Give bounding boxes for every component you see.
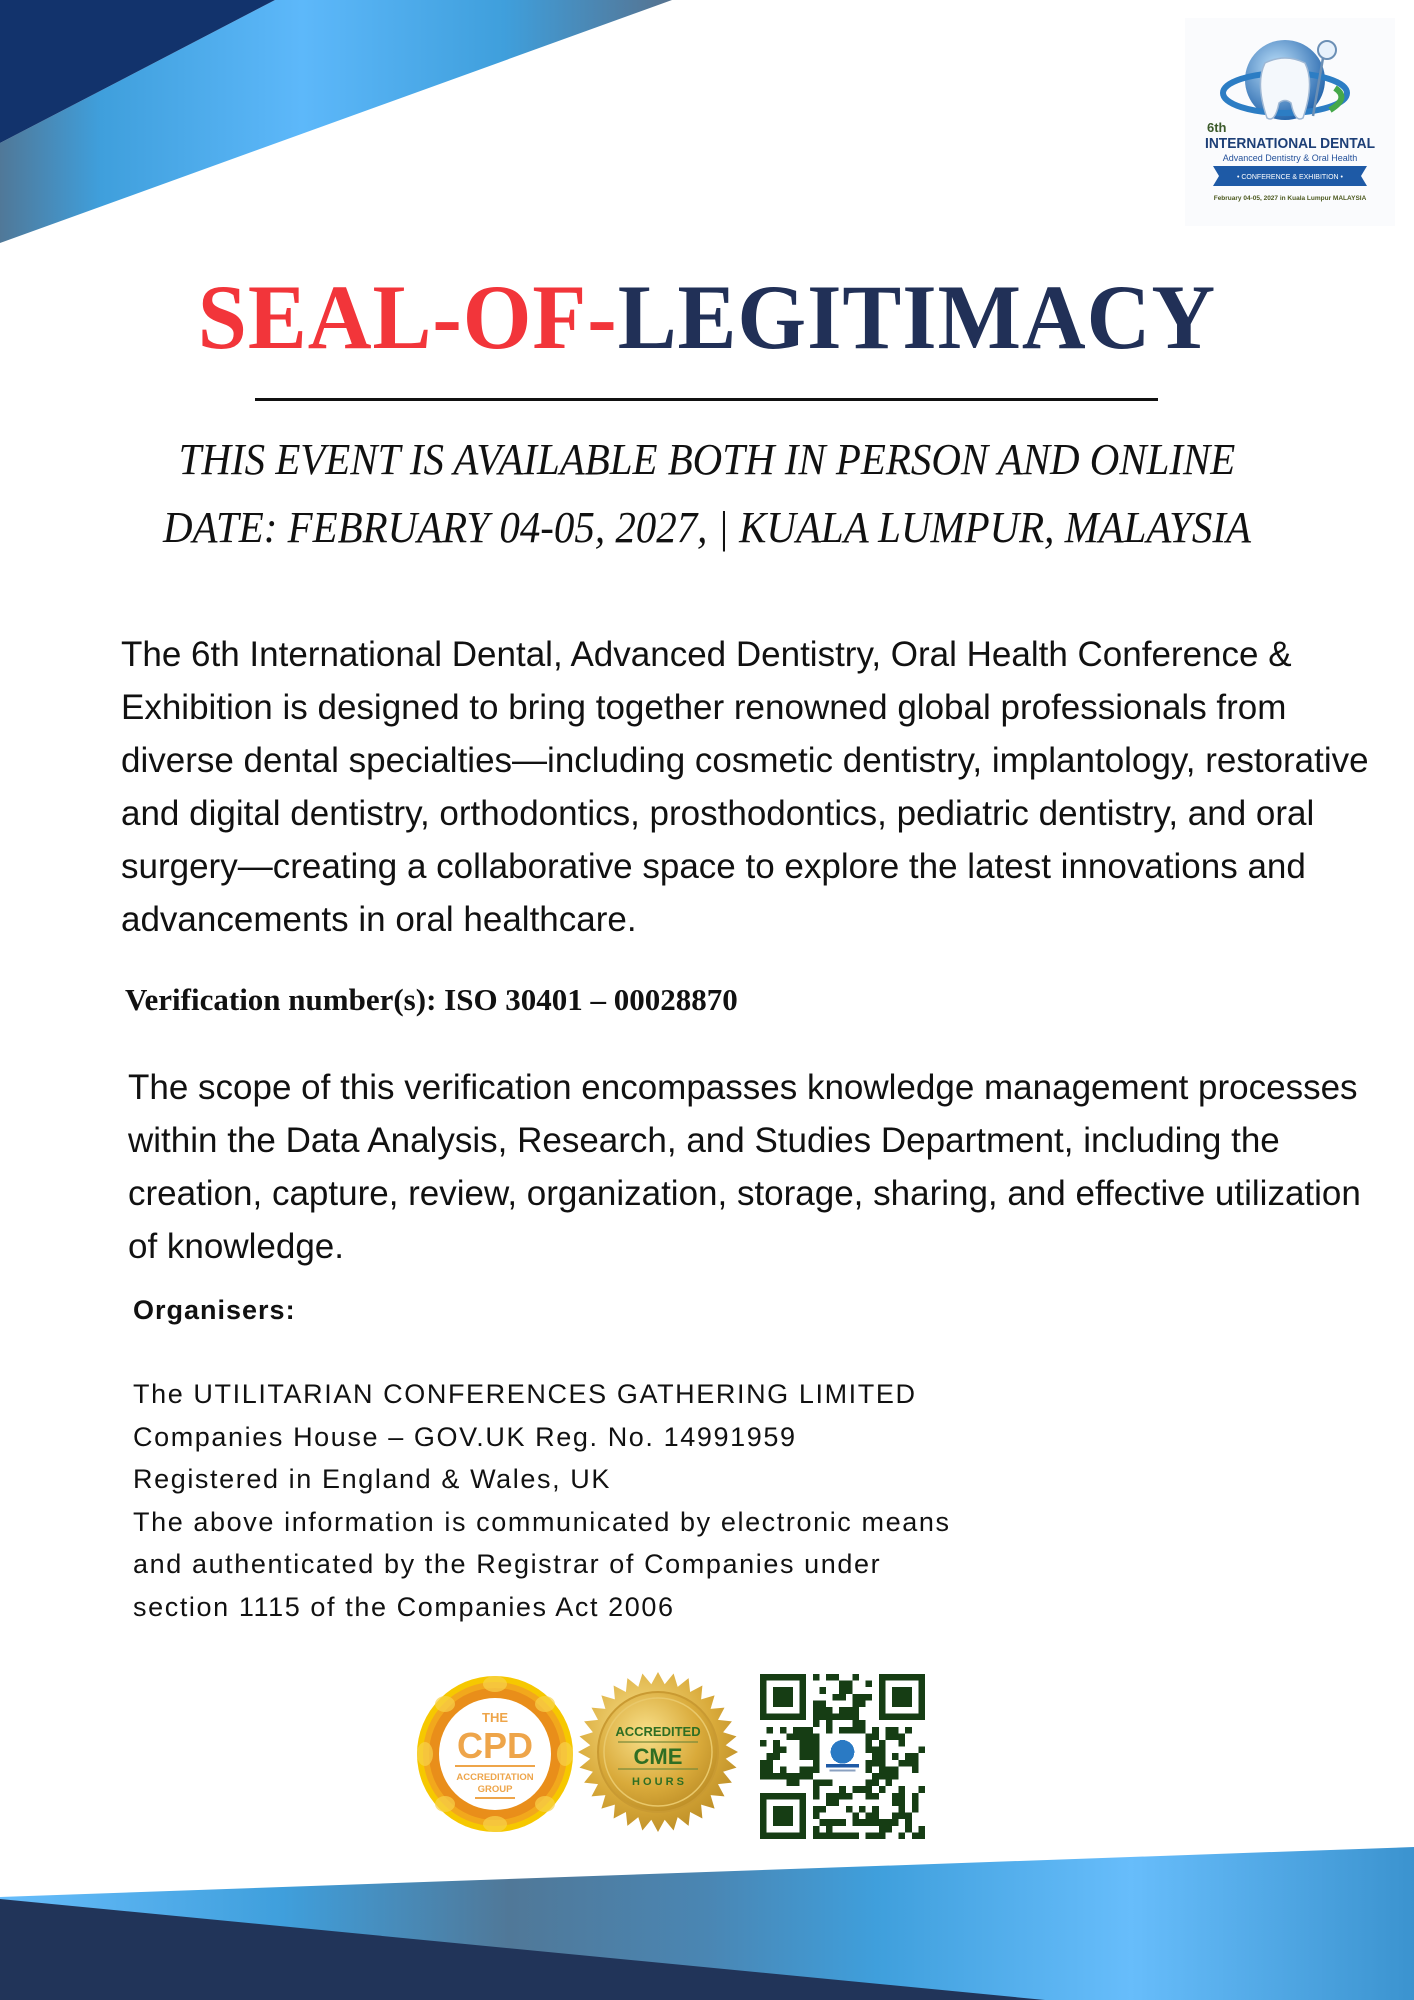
logo-banner: • CONFERENCE & EXHIBITION • xyxy=(1236,174,1344,181)
organisers-details xyxy=(133,1373,951,1628)
organiser-line: section 1115 of the Companies Act 2006 xyxy=(133,1591,675,1622)
subtitle-availability: THIS EVENT IS AVAILABLE BOTH IN PERSON AND ONLINE xyxy=(178,435,1236,484)
title-divider xyxy=(255,398,1158,401)
title-part-navy: LEGITIMACY xyxy=(617,266,1217,368)
cme-line2: CME xyxy=(633,1744,683,1769)
logo-date: February 04-05, 2027 in Kuala Lumpur MALAYSIA xyxy=(1213,195,1367,202)
organiser-line: The UTILITARIAN CONFERENCES GATHERING LIMITED xyxy=(133,1379,917,1409)
cpd-line2: CPD xyxy=(456,1725,534,1766)
cme-line3: H O U R S xyxy=(632,1776,684,1788)
cme-gold-seal-icon xyxy=(578,1668,738,1836)
accreditation-badges xyxy=(415,1668,935,1848)
organiser-line: and authenticated by the Registrar of Companies under xyxy=(133,1549,882,1579)
cme-line1: ACCREDITED xyxy=(615,1724,701,1739)
cpd-seal-icon xyxy=(415,1674,575,1834)
subtitle-date-location: DATE: FEBRUARY 04-05, 2027, | KUALA LUMPUR, MALAYSIA xyxy=(162,503,1252,552)
cpd-line1: THE xyxy=(482,1710,508,1725)
logo-edition: 6th xyxy=(1207,120,1227,135)
conference-logo xyxy=(1185,18,1395,226)
verification-number: Verification number(s): ISO 30401 – 00028870 xyxy=(125,982,738,1017)
organiser-line: Companies House – GOV.UK Reg. No. 14991959 xyxy=(133,1421,797,1452)
title-part-red: SEAL-OF- xyxy=(197,266,618,368)
cpd-line4: GROUP xyxy=(477,1784,513,1795)
event-description: The 6th International Dental, Advanced Dentistry, Oral Health Conference & Exhibition is designed to bring together renowned global professionals from diverse dental specialties—including cosmetic dentistry, implantology, restorative and digital dentistry, orthodontics, prosthodontics, pediatric dentistry, and oral surgery—creating a collaborative space to explore the latest innovations and advancements in oral healthcare. xyxy=(121,635,1369,939)
logo-name: INTERNATIONAL DENTAL xyxy=(1205,135,1375,152)
organisers-heading: Organisers: xyxy=(133,1295,296,1325)
organiser-line: Registered in England & Wales, UK xyxy=(133,1464,612,1494)
tooth-globe-icon xyxy=(1185,18,1395,226)
qr-code-icon[interactable] xyxy=(760,1674,925,1839)
organiser-line: The above information is communicated by electronic means xyxy=(133,1506,951,1537)
verification-scope: The scope of this verification encompasses knowledge management processes within the Data Analysis, Research, and Studies Department, including the creation, capture, review, organization, storage, sharing, and effective utilization of knowledge. xyxy=(128,1068,1361,1266)
cpd-line3: ACCREDITATION xyxy=(456,1772,534,1783)
logo-tagline: Advanced Dentistry & Oral Health xyxy=(1222,153,1358,163)
page-title xyxy=(28,262,1385,372)
